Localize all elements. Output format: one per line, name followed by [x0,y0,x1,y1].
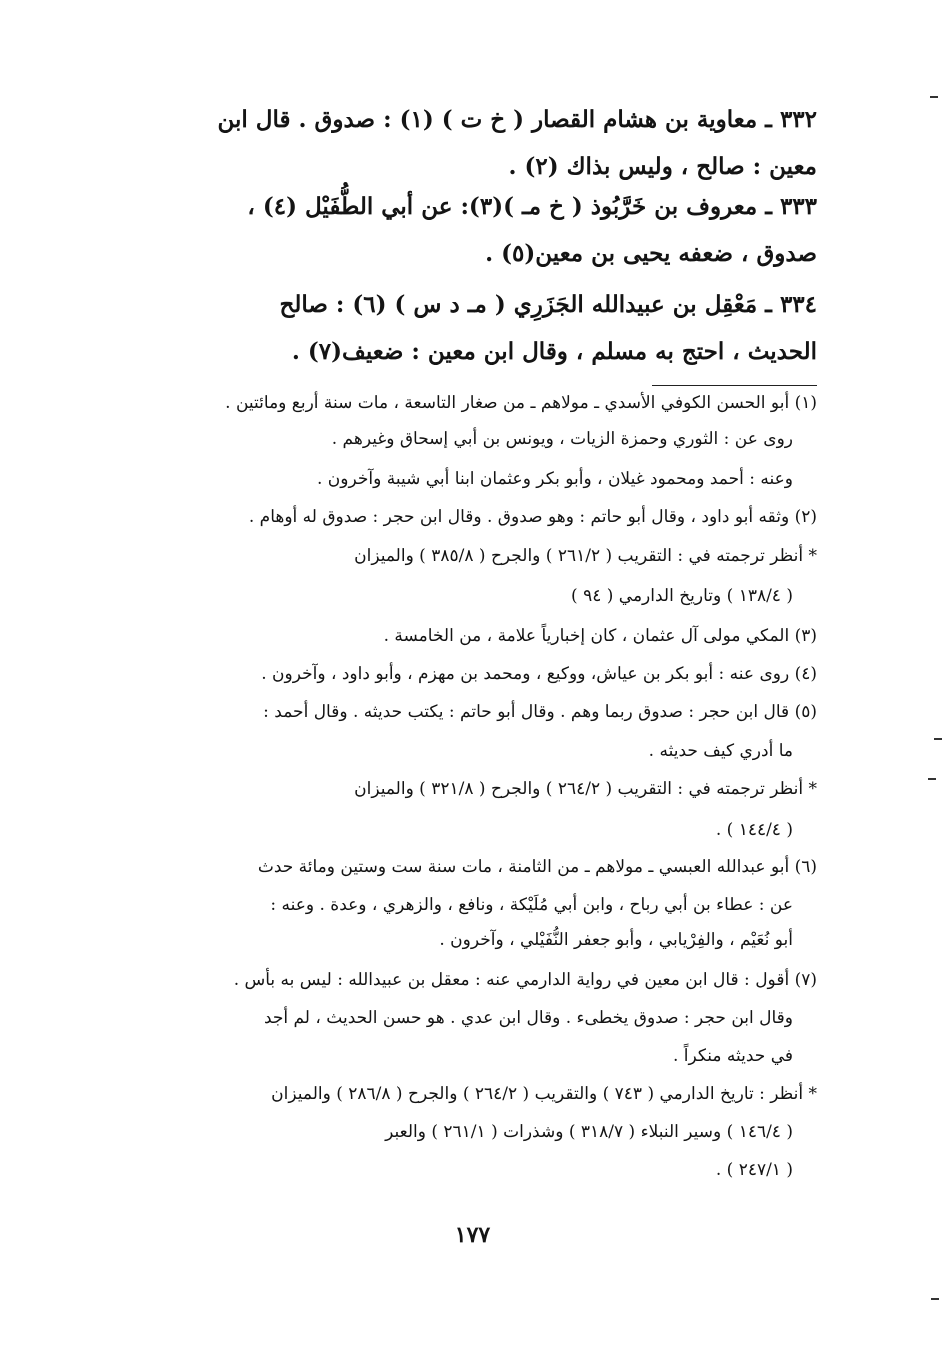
entry-333-line-1: ٣٣٣ ـ معروف بن خَرَّبُوذ ( خ مـ )(٣): عن أبي الطُّفَيْل (٤) ، [247,193,817,220]
footnote-line: روى عن : الثوري وحمزة الزيات ، ويونس بن أبي إسحاق وغيرهم . [331,429,793,449]
footnote-line: ( ١٤٤/٤ ) . [715,820,793,840]
footnote-line: في حديثه منكراً . [672,1046,793,1066]
footnote-line: (٧) أقول : قال ابن معين في رواية الدارمي عنه : معقل بن عبيدالله : ليس به بأس . [233,970,817,990]
footnote-line: أبو نُعَيْم ، والفِرْيابي ، وأبو جعفر النُّفَيْلي ، وآخرون . [439,930,793,950]
footnote-line: عن : عطاء بن أبي رباح ، وابن أبي مُلَيْكة ، ونافع ، والزهري ، وعدة . وعنه : [270,895,793,915]
footnote-line: ( ١٣٨/٤ ) وتاريخ الدارمي ( ٩٤ ) [571,586,793,606]
footnote-line: ( ٢٤٧/١ ) . [715,1160,793,1180]
entry-332-line-1: ٣٣٢ ـ معاوية بن هشام القصار ( خ ت ) (١) : صدوق . قال ابن [217,106,817,133]
scan-speck [934,738,942,740]
entry-334-line-1: ٣٣٤ ـ مَعْقِل بن عبيدالله الجَزَرِي ( مـ د س ) (٦) : صالح [279,291,817,318]
footnote-separator [652,385,817,386]
footnote-line: ( ١٤٦/٤ ) وسير النبلاء ( ٣١٨/٧ ) وشذرات ( ٢٦١/١ ) والعبر [385,1122,793,1142]
entry-334-line-2: الحديث ، احتج به مسلم ، وقال ابن معين : ضعيف(٧) . [291,338,817,365]
scan-speck [928,778,936,780]
footnote-line: (٥) قال ابن حجر : صدوق ربما وهم . وقال أبو حاتم : يكتب حديثه . وقال أحمد : [263,702,817,722]
scan-speck [931,1298,939,1300]
footnote-line: (٦) أبو عبدالله العبسي ـ مولاهم ـ من الثامنة ، مات سنة ست وستين ومائة حدث [257,857,817,877]
footnote-line: (١) أبو الحسن الكوفي الأسدي ـ مولاهم ـ من صغار التاسعة ، مات سنة أربع ومائتين . [225,393,817,413]
footnote-line: * أنظر ترجمته في : التقريب ( ٢٦١/٢ ) والجرح ( ٣٨٥/٨ ) والميزان [354,546,817,566]
entry-332-line-2: معين : صالح ، وليس بذاك (٢) . [508,153,817,180]
footnote-line: * أنظر ترجمته في : التقريب ( ٢٦٤/٢ ) والجرح ( ٣٢١/٨ ) والميزان [354,779,817,799]
footnote-line: (٣) المكي مولى آل عثمان ، كان إخبارياً علامة ، من الخامسة . [383,626,817,646]
footnote-line: (٢) وثقه أبو داود ، وقال أبو حاتم : وهو صدوق . وقال ابن حجر : صدوق له أوهام . [248,507,817,527]
entry-333-line-2: صدوق ، ضعفه يحيى بن معين(٥) . [485,240,817,267]
footnote-line: وعنه : أحمد ومحمود غيلان ، وأبو بكر وعثمان ابنا أبي شيبة وآخرون . [316,469,793,489]
footnote-line: * أنظر : تاريخ الدارمي ( ٧٤٣ ) والتقريب ( ٢٦٤/٢ ) والجرح ( ٢٨٦/٨ ) والميزان [271,1084,817,1104]
page-number: ١٧٧ [454,1222,491,1248]
footnote-line: (٤) روى عنه : أبو بكر بن عياش، ووكيع ، ومحمد بن مهزم ، وأبو داود ، وآخرون . [261,664,817,684]
footnote-line: ما أدري كيف حديثه . [648,741,793,761]
footnote-line: وقال ابن حجر : صدوق يخطىء . وقال ابن عدي . هو حسن الحديث ، لم أجد [263,1008,793,1028]
scan-speck [930,96,938,98]
